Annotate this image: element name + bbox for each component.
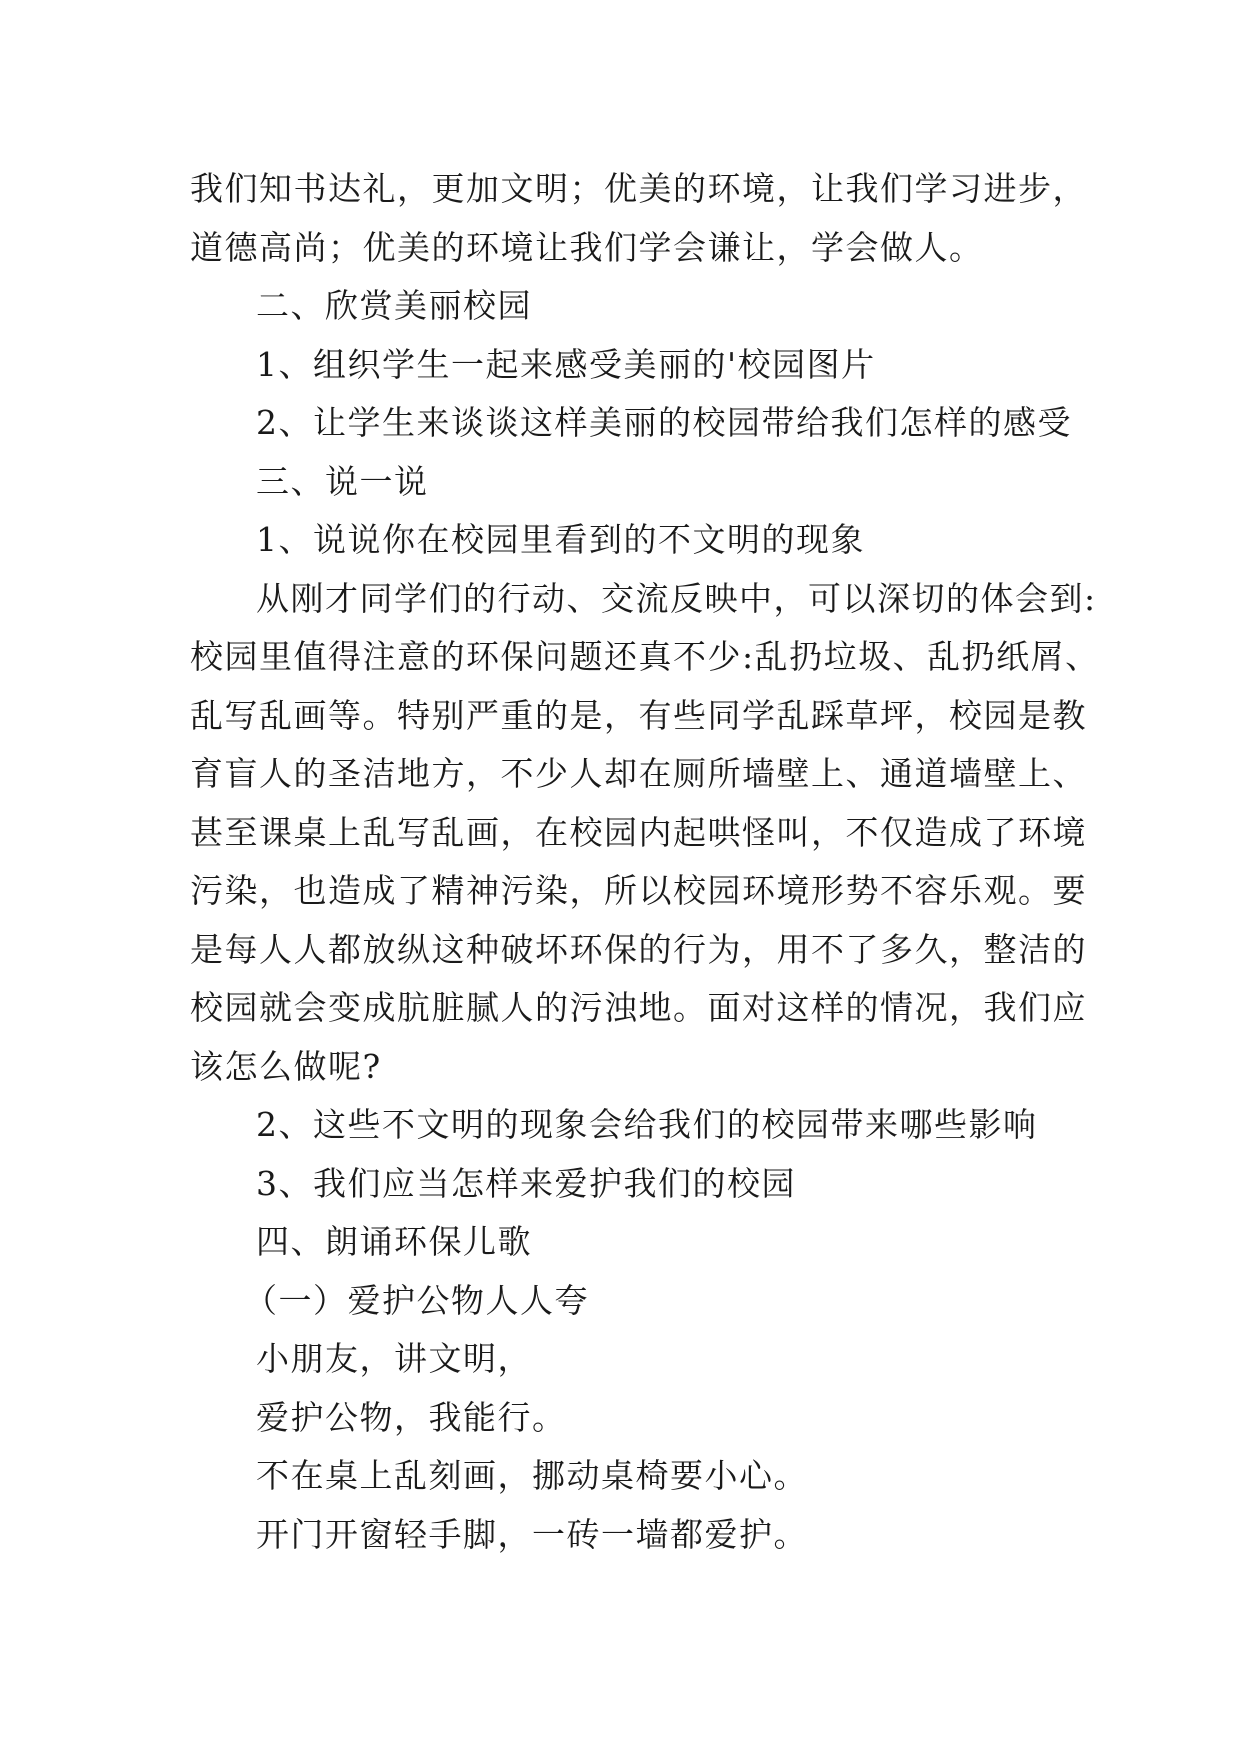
list-item: 1、组织学生一起来感受美丽的'校园图片 bbox=[256, 344, 876, 384]
poem-line: 不在桌上乱刻画，挪动桌椅要小心。 bbox=[256, 1456, 808, 1495]
paragraph-line: 是每人人都放纵这种破坏环保的行为，用不了多久，整洁的 bbox=[190, 929, 1087, 969]
document-body bbox=[190, 160, 1100, 1564]
paragraph-line: 校园里值得注意的环保问题还真不少:乱扔垃圾、乱扔纸屑、 bbox=[190, 637, 1100, 676]
paragraph-line: 道德高尚；优美的环境让我们学会谦让，学会做人。 bbox=[190, 227, 984, 267]
paragraph-line: 该怎么做呢? bbox=[190, 1046, 382, 1086]
paragraph-line: 校园就会变成肮脏腻人的污浊地。面对这样的情况，我们应 bbox=[190, 988, 1087, 1027]
list-item: 3、我们应当怎样来爱护我们的校园 bbox=[256, 1163, 796, 1203]
poem-line: 爱护公物，我能行。 bbox=[256, 1397, 567, 1437]
section-heading: 四、朗诵环保儿歌 bbox=[256, 1222, 532, 1261]
list-item: 1、说说你在校园里看到的不文明的现象 bbox=[256, 520, 865, 559]
poem-line: 小朋友，讲文明， bbox=[256, 1339, 532, 1378]
paragraph-line: 乱写乱画等。特别严重的是，有些同学乱踩草坪，校园是教 bbox=[190, 695, 1087, 735]
section-heading: 三、说一说 bbox=[256, 461, 429, 501]
paragraph-line: 甚至课桌上乱写乱画，在校园内起哄怪叫，不仅造成了环境 bbox=[190, 812, 1087, 852]
paragraph-line: 我们知书达礼，更加文明；优美的环境，让我们学习进步， bbox=[190, 169, 1087, 208]
list-item: 2、这些不文明的现象会给我们的校园带来哪些影响 bbox=[256, 1105, 1038, 1144]
section-heading: 二、欣赏美丽校园 bbox=[256, 286, 532, 325]
paragraph-line: 从刚才同学们的行动、交流反映中，可以深切的体会到: bbox=[256, 578, 1097, 618]
paragraph-line: 育盲人的圣洁地方，不少人却在厕所墙壁上、通道墙壁上、 bbox=[190, 754, 1087, 793]
subsection-heading: （一）爱护公物人人夸 bbox=[244, 1280, 589, 1320]
paragraph-line: 污染，也造成了精神污染，所以校园环境形势不容乐观。要 bbox=[190, 871, 1087, 910]
poem-line: 开门开窗轻手脚，一砖一墙都爱护。 bbox=[256, 1514, 808, 1554]
list-item: 2、让学生来谈谈这样美丽的校园带给我们怎样的感受 bbox=[256, 403, 1072, 442]
